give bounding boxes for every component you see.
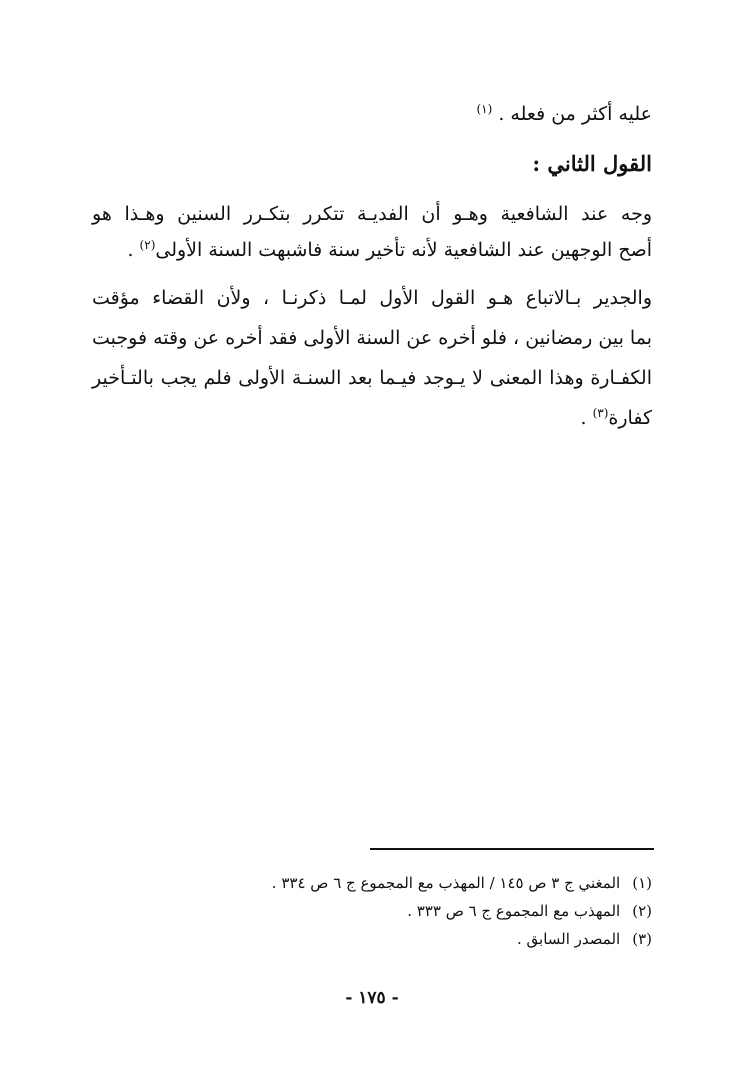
paragraph-2-line-1: وجه عند الشافعية وهـو أن الفديـة تتكرر بتكـرر السنين وهـذا هو — [92, 203, 652, 225]
footnote-2-text: المهذب مع المجموع ج ٦ ص ٣٣٣ . — [407, 902, 621, 920]
paragraph-3-line-1: والجدير بـالاتباع هـو القول الأول لمـا ذكرنـا ، ولأن القضاء مؤقت — [92, 287, 652, 309]
footnote-2-number: (٢) — [632, 902, 652, 920]
page-number: - ١٧٥ - — [345, 988, 399, 1008]
footnote-ref-1: (١) — [476, 102, 493, 116]
paragraph-3-line-4-end: . — [580, 407, 593, 429]
footnote-3-number: (٣) — [632, 930, 652, 948]
paragraph-2-line-2-end: . — [127, 239, 140, 261]
section-heading: القول الثاني : — [532, 151, 652, 176]
footnote-3-text: المصدر السابق . — [517, 930, 621, 948]
footnote-3 — [517, 928, 652, 950]
text-line-1-content: عليه أكثر من فعله . — [498, 103, 652, 125]
footnote-1-number: (١) — [632, 874, 652, 892]
paragraph-2-line-2 — [127, 236, 652, 264]
footnote-ref-3: (٣) — [592, 406, 609, 420]
footnote-1 — [272, 872, 652, 894]
paragraph-2-line-2-content: أصح الوجهين عند الشافعية لأنه تأخير سنة فاشبهت السنة الأولى — [155, 239, 652, 261]
paragraph-3-line-4 — [581, 404, 653, 432]
paragraph-3-line-3: الكفـارة وهذا المعنى لا يـوجد فيـما بعد السنـة الأولى فلم يجب بالتـأخير — [92, 367, 652, 389]
footnote-ref-2: (٢) — [139, 238, 156, 252]
footnote-2 — [407, 900, 652, 922]
text-line-1 — [476, 100, 652, 128]
paragraph-3-line-4-content: كفارة — [608, 407, 652, 429]
paragraph-3-line-2: بما بين رمضانين ، فلو أخره عن السنة الأولى فقد أخره عن وقته فوجبت — [92, 327, 652, 349]
footnote-separator — [370, 848, 654, 850]
footnote-1-text: المغني ج ٣ ص ١٤٥ / المهذب مع المجموع ج ٦ ص ٣٣٤ . — [271, 874, 621, 892]
